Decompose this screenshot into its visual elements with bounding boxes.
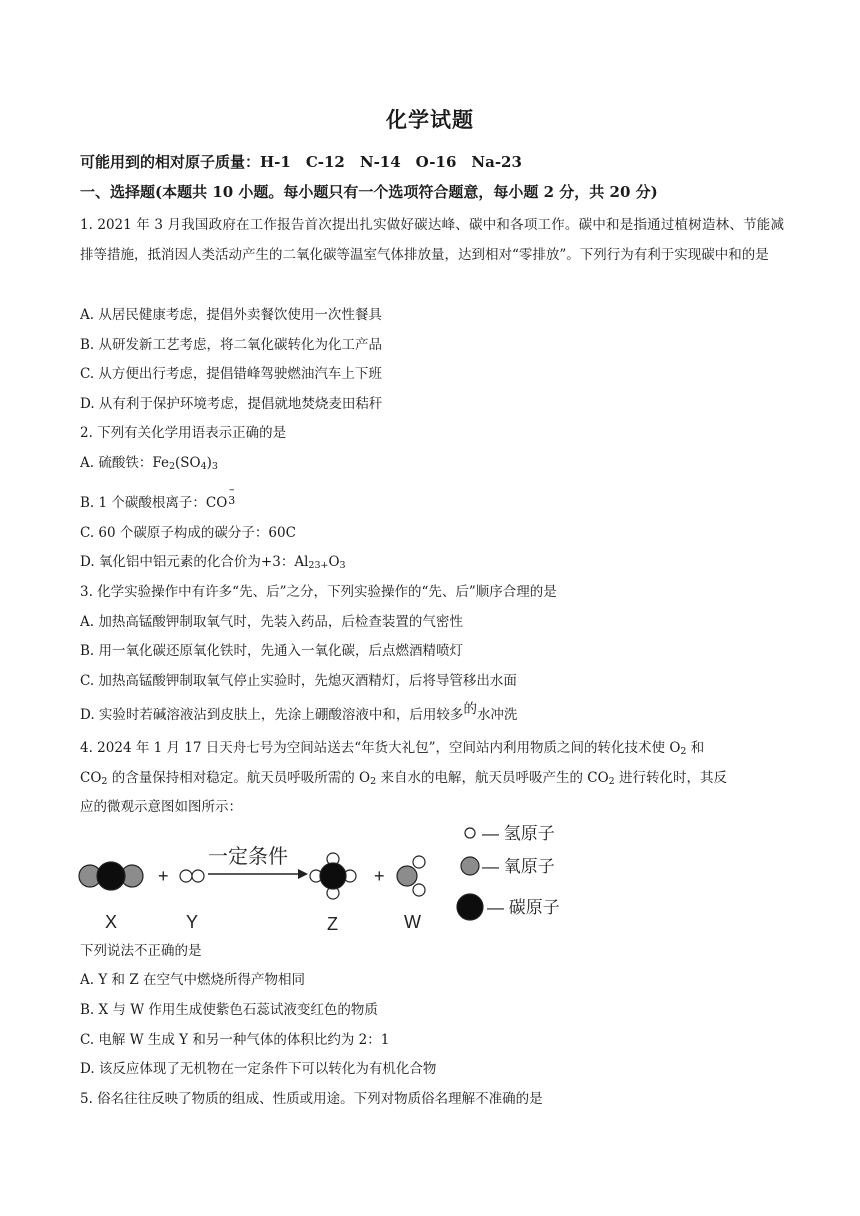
question-4-option-a: A. Y 和 Z 在空气中燃烧所得产物相同: [80, 972, 305, 988]
question-4-option-b: B. X 与 W 作用生成使紫色石蕊试液变红色的物质: [80, 1002, 378, 1018]
oxygen-legend-icon: [461, 857, 479, 875]
legend-oxygen: — 氧原子: [482, 857, 555, 876]
subscript: 4: [200, 461, 207, 472]
ion-charge: [228, 484, 235, 506]
subscript: 2: [370, 776, 377, 787]
question-3-option-c: C. 加热高锰酸钾制取氧气停止实验时，先熄灭酒精灯，后将导管移出水面: [80, 673, 517, 689]
option-d-text: D. 实验时若碱溶液沾到皮肤上，先涂上硼酸溶液中和，后用较多: [80, 707, 464, 723]
hydrogen-legend-icon: [465, 828, 475, 838]
question-3-option-b: B. 用一氧化碳还原氧化铁时，先通入一氧化碳，后点燃酒精喷灯: [80, 643, 464, 659]
legend-carbon: — 碳原子: [487, 898, 560, 917]
question-3-option-a: A. 加热高锰酸钾制取氧气时，先装入药品，后检查装置的气密性: [80, 614, 463, 630]
hydrogen-atom: [413, 856, 425, 868]
label-y: Y: [186, 912, 199, 932]
question-2-stem: 2. 下列有关化学用语表示正确的是: [80, 425, 287, 441]
question-4-option-c: C. 电解 W 生成 Y 和另一种气体的体积比约为 2：1: [80, 1032, 390, 1048]
question-2-option-b: [80, 483, 236, 513]
text: 和: [686, 740, 705, 756]
label-x: X: [105, 912, 118, 932]
option-d-text: D. 氧化铝中铝元素的化合价为+3：Al: [80, 554, 309, 570]
formula-part: O: [328, 554, 340, 570]
label-w: W: [404, 912, 421, 932]
subscript: 3: [339, 560, 346, 571]
question-1-option-b: B. 从研发新工艺考虑，将二氧化碳转化为化工产品: [80, 337, 383, 353]
page-title: 化学试题: [386, 107, 474, 132]
text: CO: [80, 770, 102, 786]
question-4-line-2: [80, 768, 727, 792]
question-3-option-d: [80, 701, 518, 725]
question-2-option-d: [80, 552, 346, 576]
question-1-stem: 1. 2021 年 3 月我国政府在工作报告首次提出扎实做好碳达峰、碳中和各项工作。碳中和是指通过植树造林、节能减排等措施，抵消因人类活动产生的二氧化碳等温室气体排放量，达到相对“零排放”。下列行为有利于实现碳中和的是: [80, 217, 784, 263]
text: 的含量保持相对稳定。航天员呼吸所需的 O: [107, 770, 371, 786]
diagram-legend: [457, 824, 560, 920]
question-4-line-3: 应的微观示意图如图所示：: [80, 799, 242, 815]
subscript: 2: [608, 776, 615, 787]
hydrogen-atom: [413, 884, 425, 896]
subscript: 2: [680, 746, 687, 757]
subscript: 2: [168, 461, 175, 472]
option-a-text: A. 硫酸铁：Fe: [80, 455, 169, 471]
text: 来自水的电解，航天员呼吸产生的 CO: [376, 770, 609, 786]
carbon-legend-icon: [457, 894, 483, 920]
molecule-x: [79, 862, 143, 890]
molecule-y: [180, 870, 204, 882]
atomic-masses-line: 可能用到的相对原子质量：H-1 C-12 N-14 O-16 Na-23: [80, 153, 522, 171]
subscript: 23+: [308, 560, 329, 571]
question-2-option-c: C. 60 个碳原子构成的碳分子：60C: [80, 525, 296, 541]
question-1-option-a: A. 从居民健康考虑，提倡外卖餐饮使用一次性餐具: [80, 307, 382, 323]
question-5-stem: 5. 俗名往往反映了物质的组成、性质或用途。下列对物质俗名理解不准确的是: [80, 1091, 543, 1107]
carbonate-formula: [80, 483, 236, 511]
subscript: 3: [211, 461, 218, 472]
question-4-ask: 下列说法不正确的是: [80, 943, 202, 959]
legend-hydrogen: — 氢原子: [482, 824, 555, 843]
charge-sign: –: [229, 483, 235, 496]
question-1-option-c: C. 从方便出行考虑，提倡错峰驾驶燃油汽车上下班: [80, 366, 382, 382]
text: 进行转化时，其反: [614, 770, 727, 786]
oxygen-atom: [397, 866, 417, 886]
label-z: Z: [327, 914, 338, 934]
molecule-z: [310, 853, 356, 899]
question-2-option-a: [80, 453, 218, 477]
plus-sign: +: [374, 866, 385, 886]
question-4-line-1: [80, 738, 704, 762]
question-4-option-d: D. 该反应体现了无机物在一定条件下可以转化为有机化合物: [80, 1061, 437, 1077]
molecule-w: [397, 856, 425, 896]
text: 4. 2024 年 1 月 17 日天舟七号为空间站送去“年货大礼包”，空间站内利用物质之间的转化技术使 O: [80, 740, 681, 756]
question-3-stem: 3. 化学实验操作中有许多“先、后”之分，下列实验操作的“先、后”顺序合理的是: [80, 584, 557, 600]
formula-part: ): [206, 455, 212, 471]
arrow-head-icon: [298, 869, 308, 879]
option-b-text: B. 1 个碳酸根离子：CO: [80, 495, 228, 511]
formula-part: (SO: [175, 455, 201, 471]
hydrogen-atom: [192, 870, 204, 882]
reaction-diagram: [72, 818, 592, 934]
carbon-atom: [97, 862, 125, 890]
charge-number: 3: [228, 494, 236, 507]
option-d-end: 水冲洗: [476, 707, 518, 723]
hydrogen-atom: [180, 870, 192, 882]
subscript: 2: [101, 776, 108, 787]
reaction-condition: 一定条件: [208, 846, 288, 868]
plus-sign: +: [158, 866, 169, 886]
section-heading: 一、选择题(本题共 10 小题。每小题只有一个选项符合题意，每小题 2 分，共 20 分): [80, 183, 658, 201]
raised-char: 的: [463, 701, 477, 717]
question-1-option-d: D. 从有利于保护环境考虑，提倡就地焚烧麦田秸秆: [80, 396, 383, 412]
carbon-atom: [320, 863, 346, 889]
